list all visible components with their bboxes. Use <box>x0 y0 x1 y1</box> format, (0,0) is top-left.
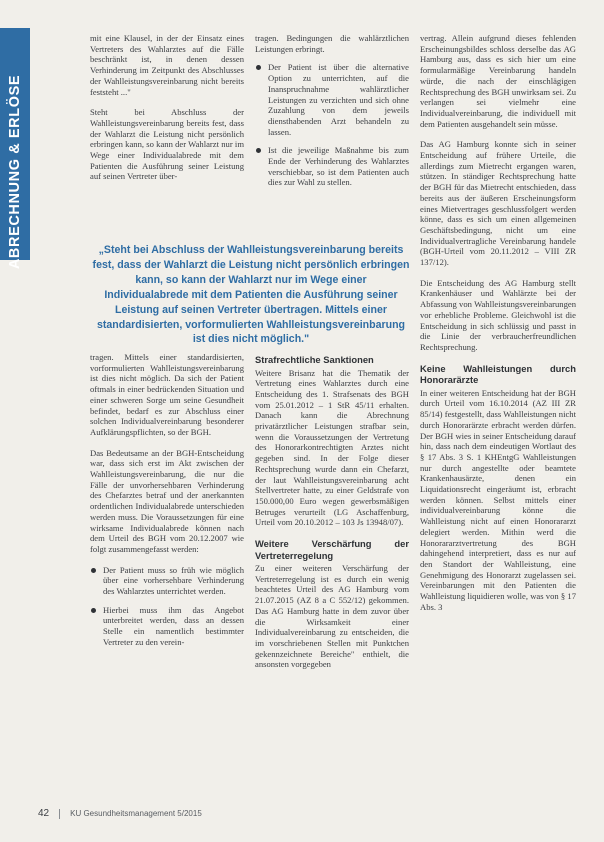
bullet-item: Der Patient ist über die alternative Option zu unterrichten, auf die Inanspruchnahme wahlärztlicher Leistungen zu verzichten und sich ohne Zuzahlung von dem jeweils diensthabenden Arzt behandeln zu lassen. <box>255 62 409 137</box>
column-2-bottom <box>255 352 409 680</box>
section-heading: Keine Wahlleistungen durch Honorarärzte <box>420 362 576 386</box>
publication-name: KU Gesundheitsmanagement 5/2015 <box>70 809 202 818</box>
bullet-item: Hierbei muss ihm das Angebot unterbreitet werden, dass an dessen Stelle ein namentlich bestimmter Vertreter zu den verein- <box>90 605 244 648</box>
column-3 <box>420 33 576 622</box>
bullet-item: Der Patient muss so früh wie möglich über eine vorhersehbare Verhinderung des Wahlarztes unterrichtet werden. <box>90 565 244 597</box>
page-footer <box>38 808 298 819</box>
paragraph: Das Bedeutsame an der BGH-Entscheidung war, dass sich erst im Akt zwischen der Wahlleistungsvereinbarung, die nur die Fälle der unvorhersehbaren Verhinderung des Chefarztes betraf und der anerkannten ordentlichen Individualabrede unterschieden werden muss. Die Voraussetzungen für eine wirksame Individualabrede können nach dem Urteil des BGH vom 20.12.2007 wie folgt zusammengefasst werden: <box>90 447 244 554</box>
paragraph: Weitere Brisanz hat die Thematik der Vertretung eines Wahlarztes durch eine Entscheidung des 1. Strafsenats des BGH vom 25.01.2012 – 1 StR 45/11 erhalten. Danach kann die Abrechnung privatärztlicher Leistungen strafbar sein, wenn die Voraussetzungen der Vertretung des Honorarkontrechtigten Arztes nicht gegeben sind. In der Folge dieser Rechtsprechung wurde dann ein Chefarzt, der laut Wahlleistungsvereinbarung acht Stellvertreter hatte, zu einer Geldstrafe von 150.000,00 Euro wegen gewerbsmäßigen Betruges verurteilt (LG Aschaffenburg, Urteil vom 20.10.2012 – 103 Js 13948/07). <box>255 367 409 528</box>
pull-quote: „Steht bei Abschluss der Wahlleistungsvereinbarung bereits fest, dass der Wahlarzt die Leistung nicht persönlich erbringen kann, so kann der Wahlarzt nur im Wege einer Individualabrede mit dem Patienten die Ausführung seiner Leistung auf seinen Vertreter übertragen. Mittels einer standardisierten, vorformulierten Wahlleistungsvereinbarung ist dies nicht möglich." <box>92 244 410 346</box>
section-tab <box>0 28 30 270</box>
paragraph: Steht bei Abschluss der Wahlleistungsvereinbarung bereits fest, dass der Wahlarzt die Leistung nicht persönlich erbringen kann, so kann der Wahlarzt nur im Wege einer Individualabrede mit dem Patienten die Ausführung seiner Leistung auf seinen Vertreter über- <box>90 107 244 182</box>
bullet-item: Ist die jeweilige Maßnahme bis zum Ende der Verhinderung des Wahlarztes verschiebbar, so ist dem Patienten auch dies zur Wahl zu stellen. <box>255 145 409 188</box>
column-1-top <box>90 33 244 192</box>
paragraph: tragen. Bedingungen die wahlärztlichen Leistungen erbringt. <box>255 33 409 54</box>
paragraph: vertrag. Allein aufgrund dieses fehlenden Erscheinungsbildes schloss derselbe das AG Hamburg aus, dass es sich hier um eine formularmäßige Vereinbarung handeln würde, die nach der einschlägigen Rechtsprechung des BGH unwirksam sei. Zu verlangen sei vielmehr eine Individualvereinbarung, die individuell mit dem Patienten ausgehandelt sein müsse. <box>420 33 576 129</box>
paragraph: In einer weiteren Entscheidung hat der BGH durch Urteil vom 16.10.2014 (AZ III ZR 85/14) festgestellt, dass Wahlleistungen nicht durch Honorarärzte erbracht werden dürfen. Der BGH wies in seiner Entscheidung darauf hin, dass nach dem eindeutigen Wortlaut des § 17 Abs. 3 S. 1 KHEntgG Wahlleistungen nur durch angestellte oder beamtete Krankenhausärzte, denen ein Liquidationsrecht eingeräumt ist, erbracht werden können. Selbst mittels einer individualvereinbarung könne die Wahlleistung nicht auf einen Honorararzt delegiert werden. Mithin werd die Honorararztvertretung des BGH dahingehend interpretiert, dass es nur auf den Standort der Wahlleistung, eine Genehmigung des Honorarzt zugelassen sei. Vereinbarungen mit den Patienten die Wahlleistung liquidieren wolle, was von § 17 Abs. 3 <box>420 387 576 612</box>
paragraph: Zu einer weiteren Verschärfung der Vertreterregelung ist es durch ein wenig beachtetes Urteil des AG Hamburg vom 21.07.2015 (AZ 8 a C 552/12) gekommen. Das AG Hamburg hatte in dem zuvor über die Wirksamkeit einer Individualvereinbarung zu entscheiden, die im vorschriebenen Stellen mit Punktchen gekennzeichnete Bereiche" enthielt, die ansonsten vorgegeben <box>255 563 409 670</box>
paragraph: mit eine Klausel, in der der Einsatz eines Vertreters des Wahlarztes auf die Fälle beschränkt ist, in denen dessen Verhinderung im Zeitpunkt des Abschlusses der Wahlleistungsvereinbarung nicht bereits feststeht ..." <box>90 33 244 97</box>
section-tab-label: ABRECHNUNG & ERLÖSE <box>7 74 23 270</box>
paragraph: tragen. Mittels einer standardisierten, vorformulierten Wahlleistungsvereinbarung ist dies nicht möglich. Da sich der Patient oftmals in einer bedrückenden Situation und einer schweren Sorge um seine Gesundheit befindet, bedarf es zur Abschluss einer solchen Individualvereinbarung besonderer Aufklärungspflichten, so der BGH. <box>90 352 244 437</box>
footer-divider <box>59 809 60 819</box>
column-1-bottom <box>90 352 244 656</box>
section-heading: Weitere Verschärfung der Vertreterregelung <box>255 538 409 561</box>
section-heading: Strafrechtliche Sanktionen <box>255 354 374 365</box>
paragraph: Das AG Hamburg konnte sich in seiner Entscheidung auf frühere Urteile, die allerdings zum Mietrecht ergangen waren, stützen. In ständiger Rechtsprechung hatte der BGH für das Mietrecht entschieden, dass bereits aus der äußeren Erscheinungsform eines Mietvertrages geschlussfolgert werden könne, dass es sich um einen allgemeinen Geschäftsbedingung, nicht um eine Individualvertragliche Vereinbarung handele (BGH-Urteil vom 20.11.2012 – VIII ZR 137/12). <box>420 139 576 268</box>
page-number: 42 <box>38 808 50 819</box>
column-2-top <box>255 33 409 196</box>
paragraph: Die Entscheidung des AG Hamburg stellt Krankenhäuser und Wahlärzte bei der Abfassung von Wahlleistungsvereinbarungen vor erhebliche Probleme. Gleichwohl ist die Entscheidung in sich schlüssig und passt in die Linie der verbraucherfreundlichen Rechtsprechung. <box>420 277 576 352</box>
